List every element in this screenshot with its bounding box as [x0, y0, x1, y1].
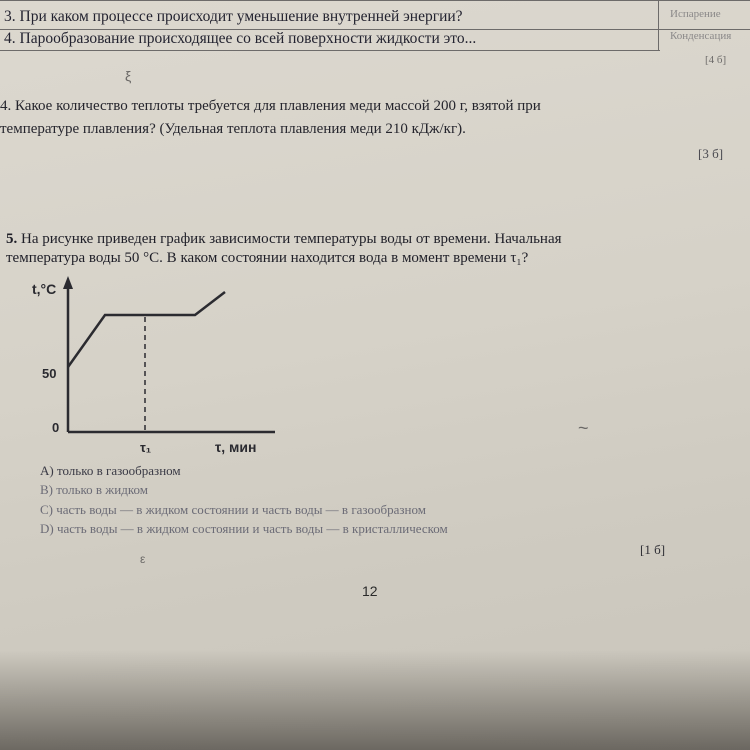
- table-question: 4. Парообразование происходящее со всей поверхности жидкости это...: [4, 30, 477, 47]
- x-axis-label: τ, мин: [215, 439, 257, 455]
- y-tick-0: 0: [52, 420, 60, 435]
- handwritten-mark: ~: [578, 418, 589, 438]
- question-5-line-1: [6, 231, 562, 248]
- y-axis-arrow: [63, 276, 73, 289]
- table-border-top: [0, 0, 750, 1]
- handwritten-mark: ε: [140, 552, 146, 566]
- table-question: 3. При каком процессе происходит уменьшение внутренней энергии?: [4, 8, 463, 25]
- table-row: [0, 8, 750, 28]
- table-row: [0, 30, 750, 50]
- page-shadow: [0, 650, 750, 750]
- y-tick-50: 50: [42, 366, 57, 381]
- option-a: А) только в газообразном: [40, 463, 181, 478]
- question-5-number: 5.: [6, 231, 18, 247]
- question-4-line-1: 4. Какое количество теплоты требуется для плавления меди массой 200 г, взятой при: [0, 98, 541, 114]
- handwritten-mark: ξ: [125, 68, 132, 84]
- option-d: D) часть воды — в жидком состоянии и часть воды — в кристаллическом: [40, 521, 448, 536]
- question-5-text: На рисунке приведен график зависимости температуры воды от времени. Начальная: [21, 231, 562, 247]
- temperature-time-graph: [30, 272, 330, 457]
- temperature-curve: [68, 292, 225, 367]
- table-column-divider: [658, 0, 659, 50]
- table-border-bottom: [0, 50, 660, 51]
- option-b: В) только в жидком: [40, 482, 148, 497]
- question-5-score: [1 б]: [640, 542, 666, 557]
- question-4-score: [3 б]: [698, 146, 724, 161]
- option-c: С) часть воды — в жидком состоянии и часть воды — в газообразном: [40, 502, 426, 517]
- table-answer: Конденсация: [670, 30, 732, 42]
- page-number: 12: [362, 583, 378, 599]
- question-5-line-2: температура воды 50 °С. В каком состоянии находится вода в момент времени τ₁?: [6, 250, 529, 266]
- table-score: [4 б]: [705, 54, 727, 66]
- x-tick-tau1: τ₁: [140, 440, 152, 455]
- table-answer: Испарение: [670, 8, 721, 20]
- question-4-line-2: температуре плавления? (Удельная теплота плавления меди 210 кДж/кг).: [0, 121, 466, 137]
- y-axis-label: t,°C: [32, 281, 57, 297]
